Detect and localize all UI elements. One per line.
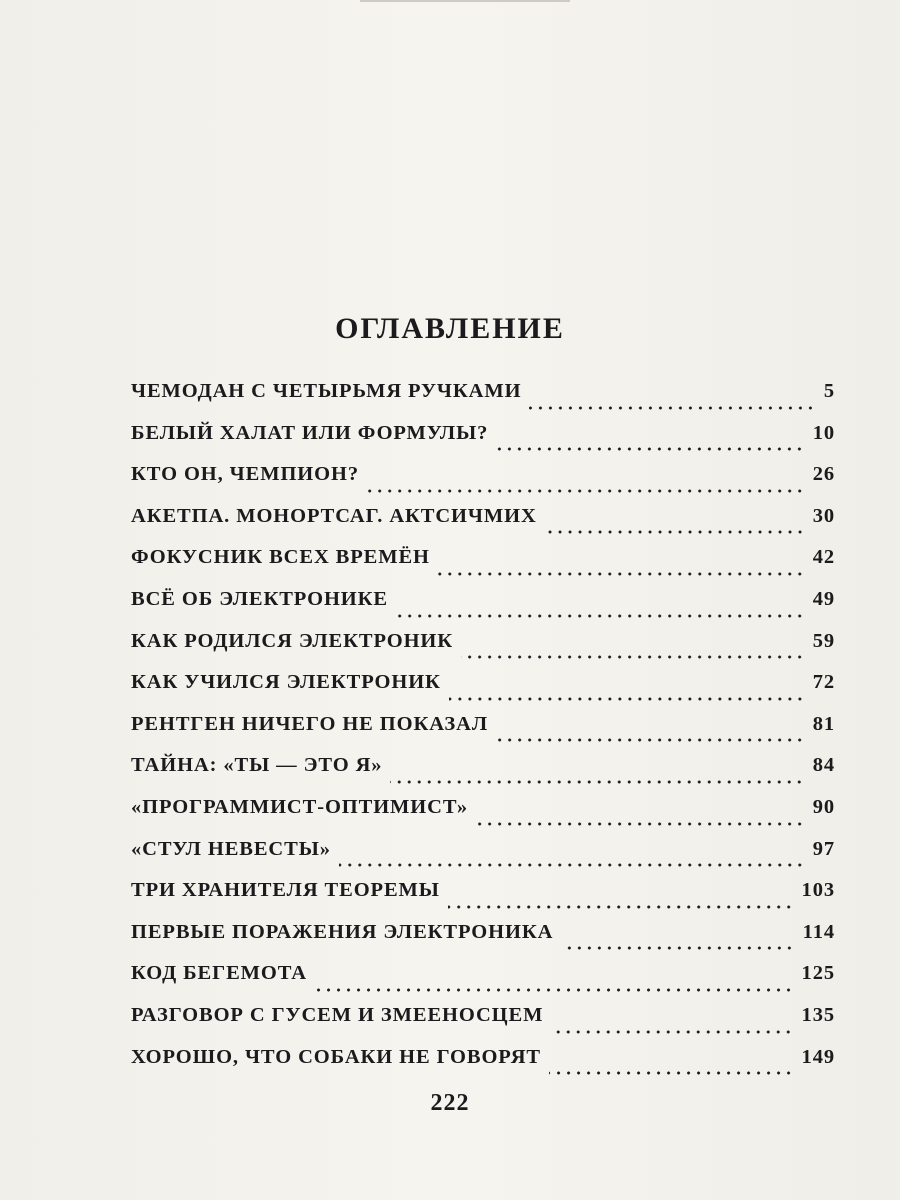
toc-entry [131,1046,835,1088]
toc-entry [131,546,835,588]
toc-entry-title: КАК УЧИЛСЯ ЭЛЕКТРОНИК [131,671,441,694]
dot-leader [449,697,805,701]
dot-leader [315,988,794,992]
dot-leader [529,406,815,410]
toc-entry-title: ФОКУСНИК ВСЕХ ВРЕМЁН [131,546,430,569]
toc-entry-page: 103 [801,879,835,902]
toc-entry-page: 90 [812,795,835,818]
toc-entry [131,463,835,505]
toc-entry-title: ХОРОШО, ЧТО СОБАКИ НЕ ГОВОРЯТ [131,1045,541,1068]
toc-entry-title: ВСЁ ОБ ЭЛЕКТРОНИКЕ [131,587,388,610]
dot-leader [496,447,804,451]
toc-entry-title: ПЕРВЫЕ ПОРАЖЕНИЯ ЭЛЕКТРОНИКА [131,920,554,943]
toc-entry [131,1004,835,1046]
toc-entry-title: КАК РОДИЛСЯ ЭЛЕКТРОНИК [131,629,454,652]
toc-entry [131,713,835,755]
toc-entry-page: 149 [801,1045,835,1068]
dot-leader [496,738,805,742]
toc-entry-page: 81 [812,712,835,735]
toc-entry [131,630,835,672]
toc-entry-page: 30 [812,504,835,527]
toc-entry-title: РЕНТГЕН НИЧЕГО НЕ ПОКАЗАЛ [131,712,489,735]
page-title: ОГЛАВЛЕНИЕ [335,312,565,345]
toc-entry-page: 135 [801,1003,835,1026]
dot-leader [461,655,805,659]
dot-leader [448,905,794,909]
dot-leader [561,946,794,950]
dot-leader [367,489,805,493]
toc-entry-title: БЕЛЫЙ ХАЛАТ ИЛИ ФОРМУЛЫ? [131,421,489,444]
toc-entry-title: ЧЕМОДАН С ЧЕТЫРЬМЯ РУЧКАМИ [131,380,522,402]
dot-leader [339,863,805,867]
toc-entry [131,838,835,880]
toc-entry [131,962,835,1004]
top-edge-mark [360,0,570,2]
page-number: 222 [430,1090,470,1116]
toc-entry-title: ТАЙНА: «ТЫ — ЭТО Я» [131,754,383,777]
toc-entry-page: 26 [812,463,835,486]
toc-entry [131,380,835,422]
toc-entry-title: КТО ОН, ЧЕМПИОН? [131,463,359,486]
toc-entry-title: КОД БЕГЕМОТА [131,962,308,985]
toc-entry-page: 49 [812,587,835,610]
dot-leader [551,1030,793,1034]
table-of-contents [131,380,835,1087]
toc-entry [131,588,835,630]
dot-leader [438,572,805,576]
toc-entry-page: 97 [812,837,835,860]
toc-entry-title: РАЗГОВОР С ГУСЕМ И ЗМЕЕНОСЦЕМ [131,1003,544,1026]
toc-entry [131,754,835,796]
toc-entry [131,505,835,547]
toc-entry-page: 42 [812,546,835,569]
toc-entry [131,671,835,713]
dot-leader [549,1071,794,1075]
toc-entry-page: 72 [812,671,835,694]
toc-entry [131,921,835,963]
toc-entry-page: 114 [802,920,835,943]
toc-entry-page: 84 [812,754,835,777]
toc-entry-title: «ПРОГРАММИСТ-ОПТИМИСТ» [131,795,469,818]
dot-leader [390,780,804,784]
dot-leader [476,822,805,826]
toc-entry-title: ТРИ ХРАНИТЕЛЯ ТЕОРЕМЫ [131,879,440,902]
toc-entry [131,422,835,464]
dot-leader [545,530,805,534]
toc-entry [131,879,835,921]
toc-entry-title: АКЕТПА. МОНОРТСАГ. АКТСИЧМИХ [131,504,537,527]
toc-entry-page: 59 [812,629,835,652]
toc-entry-title: «СТУЛ НЕВЕСТЫ» [131,837,331,860]
dot-leader [396,614,805,618]
toc-entry-page: 5 [823,380,835,402]
toc-entry [131,796,835,838]
toc-entry-page: 10 [812,421,835,444]
toc-entry-page: 125 [801,962,835,985]
